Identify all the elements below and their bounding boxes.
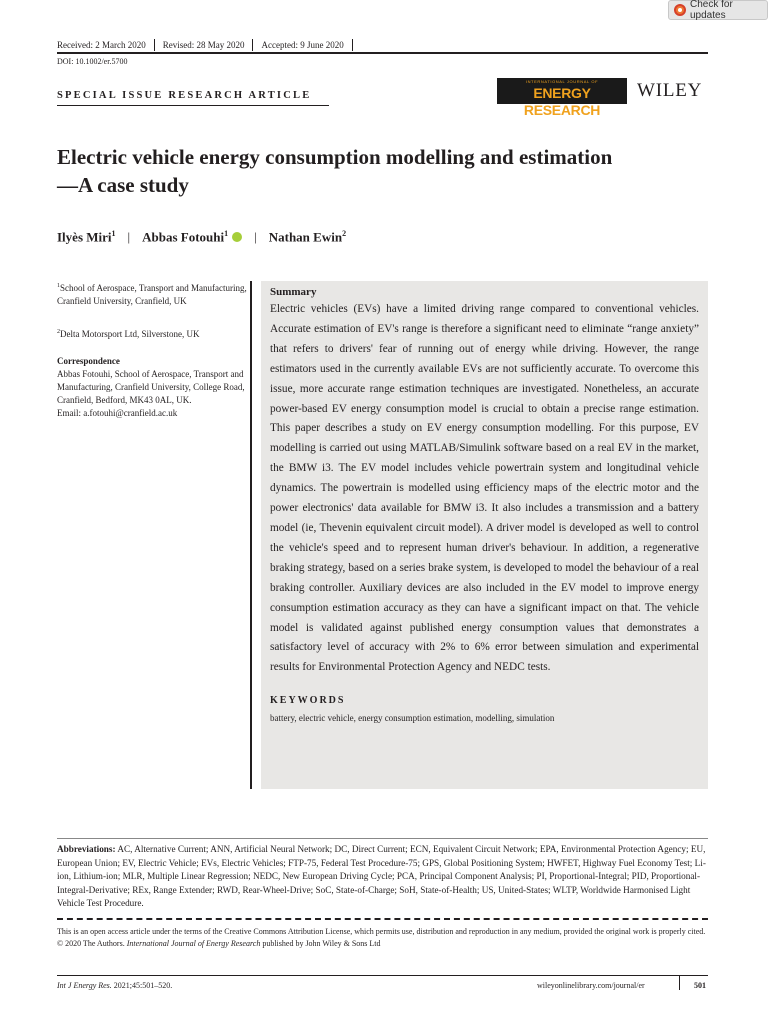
keywords-heading: KEYWORDS: [270, 695, 346, 707]
copyright-journal: International Journal of Energy Research: [126, 939, 261, 948]
footer-separator: [679, 976, 680, 990]
check-for-updates-button[interactable]: [668, 0, 768, 20]
journal-logo-small-text: INTERNATIONAL JOURNAL OF: [525, 79, 599, 84]
accepted-date: Accepted: 9 June 2020: [252, 39, 352, 51]
license-block: [57, 926, 708, 950]
article-dates: [57, 39, 353, 51]
publisher-logo: WILEY: [637, 80, 703, 101]
abbreviations-label: Abbreviations:: [57, 844, 116, 854]
article-type: SPECIAL ISSUE RESEARCH ARTICLE: [57, 90, 312, 101]
summary-left-rule: [250, 281, 252, 789]
abbreviations: [57, 843, 708, 911]
header-rule: [57, 52, 708, 54]
revised-date: Revised: 28 May 2020: [154, 39, 253, 51]
author-name[interactable]: Nathan Ewin$^2$: [268, 229, 347, 245]
affiliation-2: $^2$Delta Motorsport Ltd, Silverstone, UK: [57, 329, 200, 339]
author-separator: |: [254, 229, 257, 245]
author-name[interactable]: Abbas Fotouhi$^1$: [142, 229, 229, 245]
correspondence-heading: Correspondence: [57, 356, 120, 366]
article-type-underline: [57, 105, 329, 106]
abbreviations-text: AC, Alternative Current; ANN, Artificial Neural Network; DC, Direct Current; ECN, Equivalent Circuit Network; EPA, Environmental Protection Agency; EU, European Union; EV, Electric Vehicle; EVs, Electric Vehicles; FTP-75, Federal Test Procedure-75; GPS, Global Positioning System; HWFET, Highway Fuel Economy Test; Li-ion, Lithium-ion; MLR, Multiple Linear Regression; NEDC, New European Driving Cycle; PCA, Principal Component Analysis; PI, Proportional-Integral; PID, Proportional-Integral-Derivative; REx, Range Extender; RWD, Rear-Wheel-Drive; SoC, State-of-Charge; SoH, State-of-Health; US, United-States; WLTP, Worldwide Harmonised Light Vehicle Test Procedure.: [57, 844, 706, 908]
summary-heading: Summary: [270, 286, 317, 298]
article-title: Electric vehicle energy consumption modelling and estimation—A case study: [57, 145, 613, 197]
author-list: [57, 229, 346, 245]
footer-rule: [57, 975, 708, 976]
correspondence-address: Abbas Fotouhi, School of Aerospace, Transport and Manufacturing, Cranfield University, College Road, Cranfield, Bedford, MK43 0AL, UK.: [57, 369, 245, 405]
license-text: This is an open access article under the terms of the Creative Commons Attribution License, which permits use, distribution and reproduction in any medium, provided the original work is properly cited.: [57, 927, 706, 936]
summary-box: [261, 281, 708, 789]
affiliation-1: $^1$School of Aerospace, Transport and Manufacturing, Cranfield University, Cranfield, UK: [57, 283, 247, 306]
received-date: Received: 2 March 2020: [57, 40, 146, 50]
crossmark-icon: [674, 4, 686, 16]
doi[interactable]: DOI: 10.1002/er.5700: [57, 57, 128, 66]
license-dashed-rule: [57, 918, 708, 920]
journal-logo: [497, 78, 627, 118]
orcid-icon[interactable]: [232, 232, 242, 242]
journal-logo-title: ENERGY RESEARCH: [523, 85, 601, 118]
check-updates-label: Check for updates: [690, 0, 733, 21]
correspondence-email[interactable]: Email: a.fotouhi@cranfield.ac.uk: [57, 408, 178, 418]
footer-citation: Int J Energy Res. 2021;45:501–520.: [57, 981, 173, 990]
summary-text: Electric vehicles (EVs) have a limited driving range compared to conventional vehicles. Accurate estimation of EV's range is therefore a significant need to eliminate “range anxiety” that refers to drivers' fear of running out of energy while driving. However, the range estimators used in the currently available EVs are not sufficiently accurate. To overcome this issue, more accurate range estimation techniques are investigated. Nonetheless, an accurate power-based EV energy consumption model is crucial to obtain a precise range estimation. This paper describes a study on EV energy consumption modelling. For this purpose, EV modelling is carried out using MATLAB/Simulink software based on a real EV in the market, the BMW i3. The EV model includes vehicle powertrain system and longitudinal vehicle dynamics. The powertrain is modelled using efficiency maps of the electric motor and the power electronics' data available for BMW i3. It also includes a transmission and a battery model (ie, Thevenin equivalent circuit model). A driver model is developed as well to control the vehicle's speed and to represent human driver's behaviour. In addition, a regenerative braking strategy, based on a series brake system, is developed to model the behaviour of a real braking controller. Auxiliary devices are also included in the EV model to improve energy consumption estimation accuracy as they can have a significant impact on that. The vehicle model is validated against published energy consumption values that demonstrates a satisfactory level of accuracy with 2% to 6% error between simulation and experimental results for Environmental Protection Agency and NEDC tests.: [270, 303, 699, 674]
correspondence: [57, 355, 247, 420]
keywords: battery, electric vehicle, energy consumption estimation, modelling, simulation: [270, 713, 555, 724]
page-number: 501: [694, 981, 706, 990]
abbreviations-rule: [57, 838, 708, 839]
author-separator: |: [127, 229, 131, 245]
copyright-line: © 2020 The Authors. International Journal of Energy Research published by John Wiley & Sons Ltd: [57, 939, 381, 948]
author-name[interactable]: Ilyès Miri$^1$: [57, 229, 116, 245]
footer-url[interactable]: wileyonlinelibrary.com/journal/er: [537, 981, 645, 990]
